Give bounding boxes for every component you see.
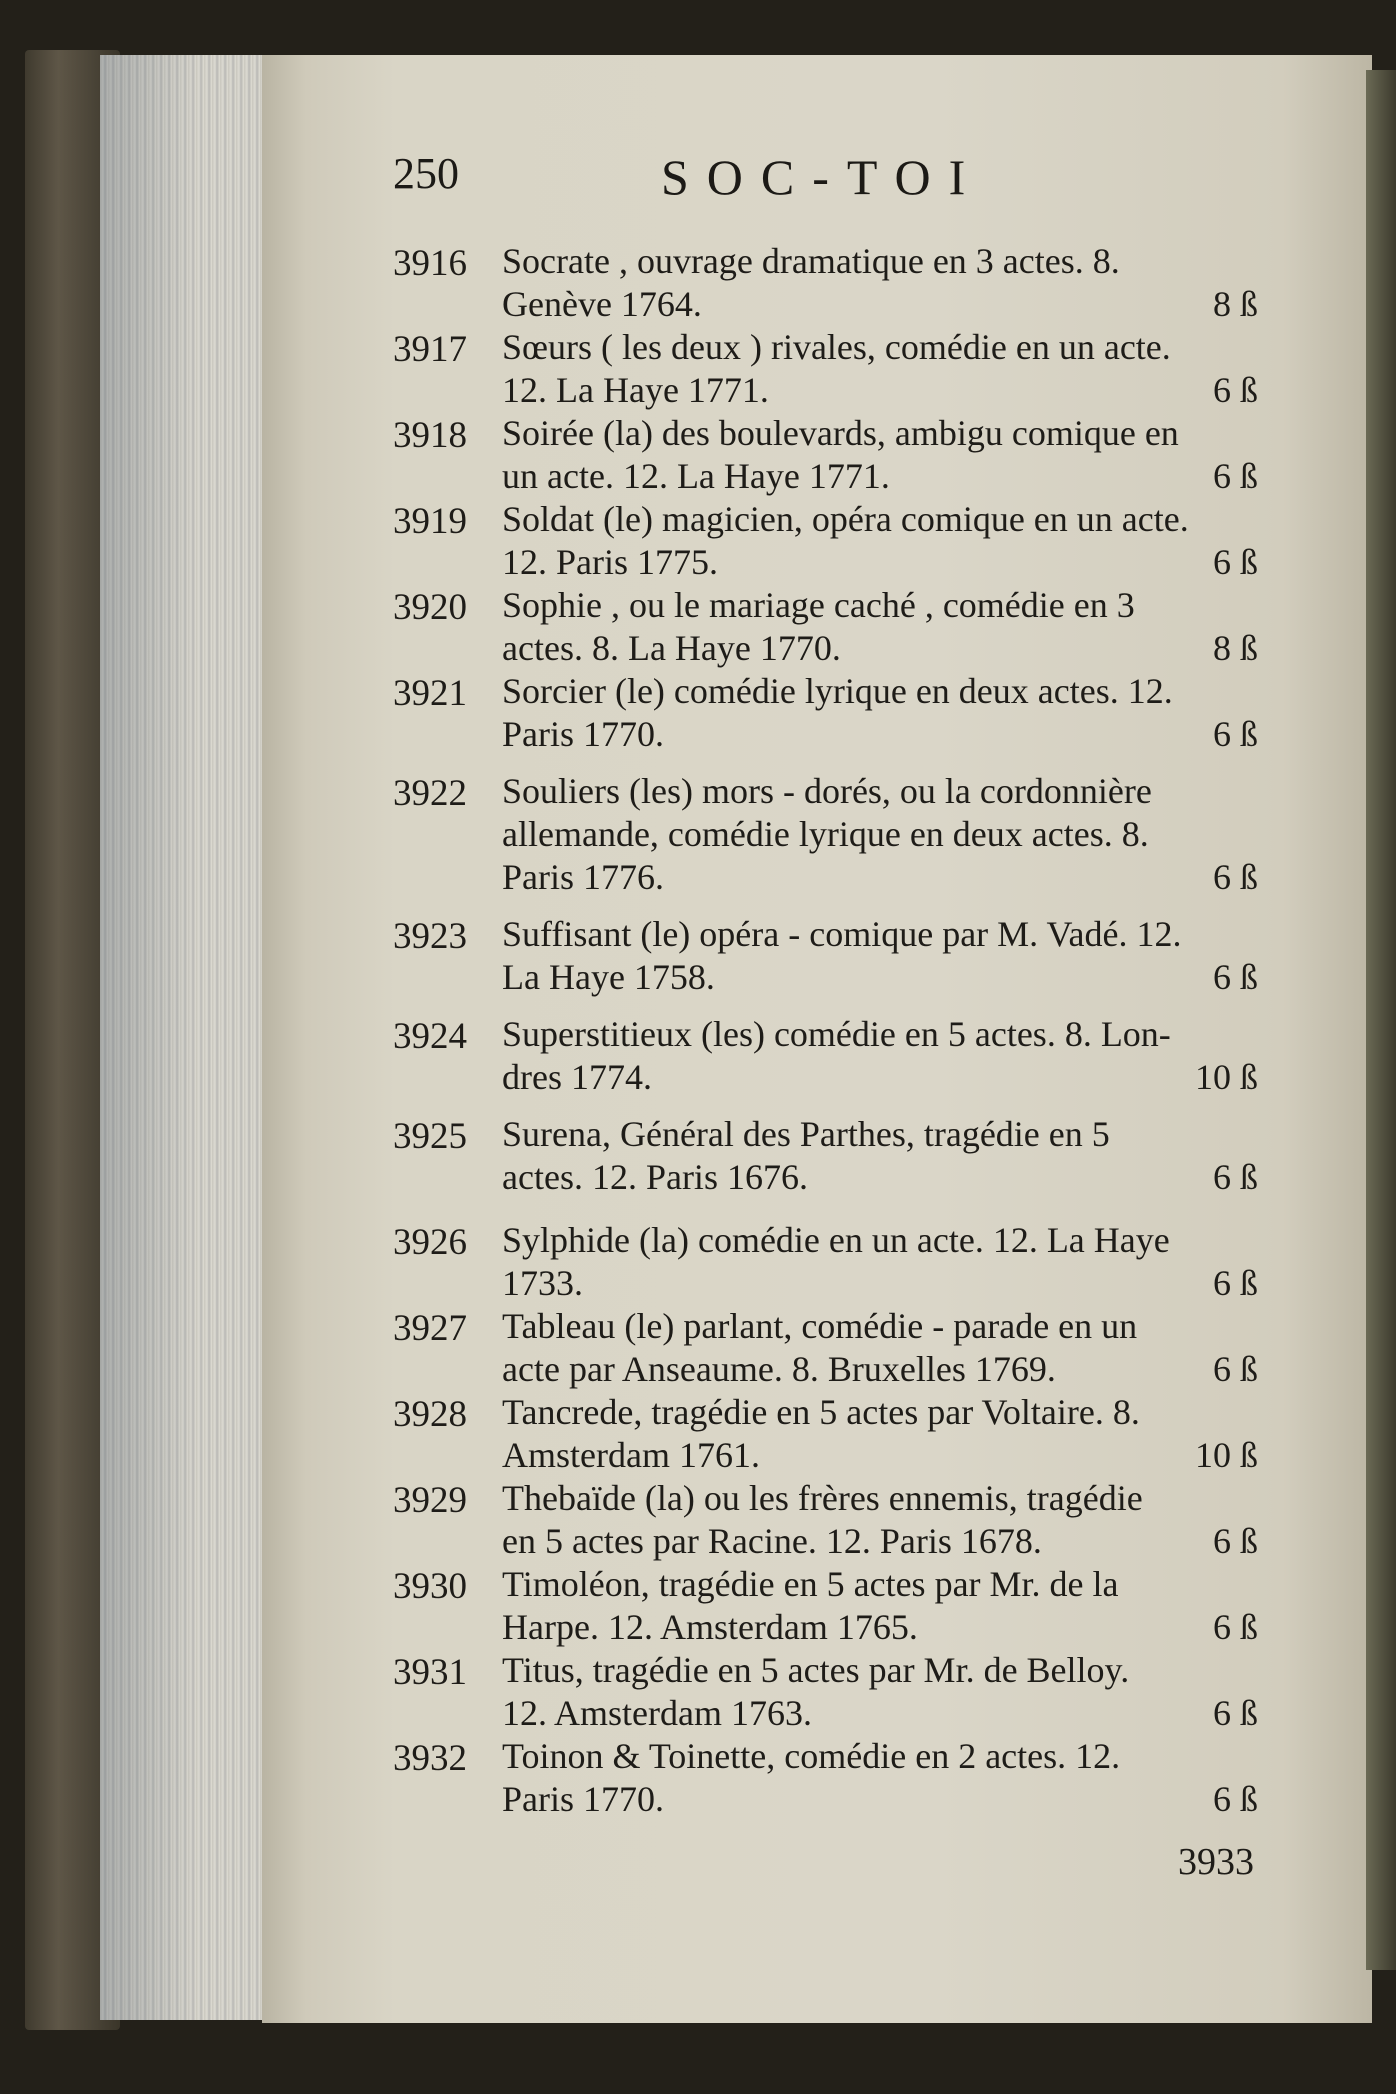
entry-text: 12. La Haye 1771. xyxy=(502,370,769,410)
entry-text: actes. 8. La Haye 1770. xyxy=(502,628,841,668)
entry-line xyxy=(502,1434,1268,1477)
entry-text: Superstitieux (les) comédie en 5 actes. 8. Lon- xyxy=(502,1014,1171,1054)
catalogue-entry xyxy=(393,770,1268,899)
entry-line xyxy=(502,913,1268,956)
entry-text: Sorcier (le) comédie lyrique en deux actes. 12. xyxy=(502,671,1173,711)
entry-line xyxy=(502,1477,1268,1520)
entry-number: 3916 xyxy=(393,243,467,284)
entry-line xyxy=(502,1156,1268,1199)
entry-text: Tableau (le) parlant, comédie - parade en un xyxy=(502,1306,1138,1346)
catalogue-entry xyxy=(393,498,1268,584)
entry-line xyxy=(502,1113,1268,1156)
entry-text: actes. 12. Paris 1676. xyxy=(502,1157,808,1197)
entry-text: 12. Paris 1775. xyxy=(502,542,718,582)
catalogue-entry xyxy=(393,1735,1268,1821)
entry-text: dres 1774. xyxy=(502,1057,652,1097)
entry-price: 6 ß xyxy=(1213,542,1258,582)
entry-price: 6 ß xyxy=(1213,1779,1258,1819)
entry-text: Sylphide (la) comédie en un acte. 12. La Haye xyxy=(502,1220,1170,1260)
entry-price: 6 ß xyxy=(1213,1157,1258,1197)
catalogue-entry xyxy=(393,1219,1268,1305)
entry-text: Surena, Général des Parthes, tragédie en 5 xyxy=(502,1114,1110,1154)
page-header xyxy=(393,148,1273,218)
entry-text: Toinon & Toinette, comédie en 2 actes. 12. xyxy=(502,1736,1121,1776)
entry-text: Titus, tragédie en 5 actes par Mr. de Belloy. xyxy=(502,1650,1130,1690)
entry-number: 3919 xyxy=(393,501,467,542)
entry-price: 6 ß xyxy=(1213,1263,1258,1303)
entry-price: 10 ß xyxy=(1195,1057,1258,1097)
entry-number: 3920 xyxy=(393,587,467,628)
catalogue-entry xyxy=(393,240,1268,326)
entry-price: 6 ß xyxy=(1213,456,1258,496)
catalogue-entry xyxy=(393,1649,1268,1735)
entry-text: Soirée (la) des boulevards, ambigu comique en xyxy=(502,413,1179,453)
entry-price: 6 ß xyxy=(1213,370,1258,410)
entry-line xyxy=(502,956,1268,999)
entry-number: 3924 xyxy=(393,1016,467,1057)
entry-line xyxy=(502,713,1268,756)
catalogue-entry xyxy=(393,913,1268,999)
catalogue-entry xyxy=(393,1113,1268,1199)
entry-text: 1733. xyxy=(502,1263,583,1303)
entry-number: 3930 xyxy=(393,1566,467,1607)
entry-price: 8 ß xyxy=(1213,628,1258,668)
entry-text: un acte. 12. La Haye 1771. xyxy=(502,456,890,496)
page-edge-shadow xyxy=(100,55,265,2020)
entry-text: 12. Amsterdam 1763. xyxy=(502,1693,812,1733)
running-title: SOC-TOI xyxy=(661,149,984,205)
entry-number: 3917 xyxy=(393,329,467,370)
entry-line xyxy=(502,455,1268,498)
entry-line xyxy=(502,1520,1268,1563)
entry-number: 3929 xyxy=(393,1480,467,1521)
right-page-edge xyxy=(1366,70,1396,1970)
catalogue-entry xyxy=(393,584,1268,670)
entry-text: Timoléon, tragédie en 5 actes par Mr. de la xyxy=(502,1564,1119,1604)
entry-line xyxy=(502,1262,1268,1305)
entry-price: 6 ß xyxy=(1213,957,1258,997)
entry-text: Harpe. 12. Amsterdam 1765. xyxy=(502,1607,918,1647)
entry-line xyxy=(502,856,1268,899)
catalogue-entry xyxy=(393,412,1268,498)
entry-text: Souliers (les) mors - dorés, ou la cordonnière xyxy=(502,771,1152,811)
entry-number: 3927 xyxy=(393,1308,467,1349)
entry-text: Soldat (le) magicien, opéra comique en un acte. xyxy=(502,499,1189,539)
entry-text: Genève 1764. xyxy=(502,284,702,324)
entry-number: 3928 xyxy=(393,1394,467,1435)
catalogue-entry xyxy=(393,670,1268,756)
entry-line xyxy=(502,498,1268,541)
entry-line xyxy=(502,412,1268,455)
entry-price: 6 ß xyxy=(1213,1349,1258,1389)
entry-text: Thebaïde (la) ou les frères ennemis, tragédie xyxy=(502,1478,1143,1518)
entry-line xyxy=(502,240,1268,283)
catalogue-entries xyxy=(393,240,1268,1821)
entry-line xyxy=(502,584,1268,627)
entry-line xyxy=(502,1219,1268,1262)
entry-price: 6 ß xyxy=(1213,857,1258,897)
entry-line xyxy=(502,813,1268,856)
entry-line xyxy=(502,1391,1268,1434)
entry-text: acte par Anseaume. 8. Bruxelles 1769. xyxy=(502,1349,1056,1389)
entry-line xyxy=(502,1606,1268,1649)
entry-price: 6 ß xyxy=(1213,714,1258,754)
entry-line xyxy=(502,1692,1268,1735)
entry-number: 3923 xyxy=(393,916,467,957)
entry-price: 6 ß xyxy=(1213,1521,1258,1561)
entry-text: Paris 1776. xyxy=(502,857,664,897)
page-number: 250 xyxy=(393,149,459,198)
entry-price: 10 ß xyxy=(1195,1435,1258,1475)
entry-line xyxy=(502,1563,1268,1606)
entry-number: 3918 xyxy=(393,415,467,456)
entry-line xyxy=(502,670,1268,713)
entry-number: 3932 xyxy=(393,1738,467,1779)
entry-line xyxy=(502,369,1268,412)
catalogue-entry xyxy=(393,326,1268,412)
catchword: 3933 xyxy=(1178,1841,1254,1883)
entry-text: Paris 1770. xyxy=(502,1779,664,1819)
entry-number: 3922 xyxy=(393,773,467,814)
entry-line xyxy=(502,1348,1268,1391)
entry-line xyxy=(502,1778,1268,1821)
entry-text: allemande, comédie lyrique en deux actes. 8. xyxy=(502,814,1149,854)
entry-line xyxy=(502,326,1268,369)
entry-line xyxy=(502,1649,1268,1692)
entry-text: Paris 1770. xyxy=(502,714,664,754)
entry-price: 6 ß xyxy=(1213,1693,1258,1733)
entry-line xyxy=(502,770,1268,813)
entry-price: 6 ß xyxy=(1213,1607,1258,1647)
catalogue-entry xyxy=(393,1563,1268,1649)
entry-text: Suffisant (le) opéra - comique par M. Vadé. 12. xyxy=(502,914,1182,954)
entry-line xyxy=(502,283,1268,326)
entry-text: Amsterdam 1761. xyxy=(502,1435,760,1475)
entry-text: Tancrede, tragédie en 5 actes par Voltaire. 8. xyxy=(502,1392,1140,1432)
entry-number: 3926 xyxy=(393,1222,467,1263)
entry-line xyxy=(502,1056,1268,1099)
entry-price: 8 ß xyxy=(1213,284,1258,324)
entry-number: 3931 xyxy=(393,1652,467,1693)
catalogue-entry xyxy=(393,1391,1268,1477)
entry-line xyxy=(502,1013,1268,1056)
entry-line xyxy=(502,627,1268,670)
catalogue-entry xyxy=(393,1477,1268,1563)
entry-text: Sœurs ( les deux ) rivales, comédie en un acte. xyxy=(502,327,1171,367)
entry-number: 3921 xyxy=(393,673,467,714)
catalogue-entry xyxy=(393,1013,1268,1099)
entry-line xyxy=(502,541,1268,584)
entry-text: Socrate , ouvrage dramatique en 3 actes. 8. xyxy=(502,241,1120,281)
entry-number: 3925 xyxy=(393,1116,467,1157)
catalogue-entry xyxy=(393,1305,1268,1391)
entry-text: en 5 actes par Racine. 12. Paris 1678. xyxy=(502,1521,1042,1561)
entry-line xyxy=(502,1735,1268,1778)
entry-text: La Haye 1758. xyxy=(502,957,715,997)
entry-text: Sophie , ou le mariage caché , comédie en 3 xyxy=(502,585,1135,625)
entry-line xyxy=(502,1305,1268,1348)
